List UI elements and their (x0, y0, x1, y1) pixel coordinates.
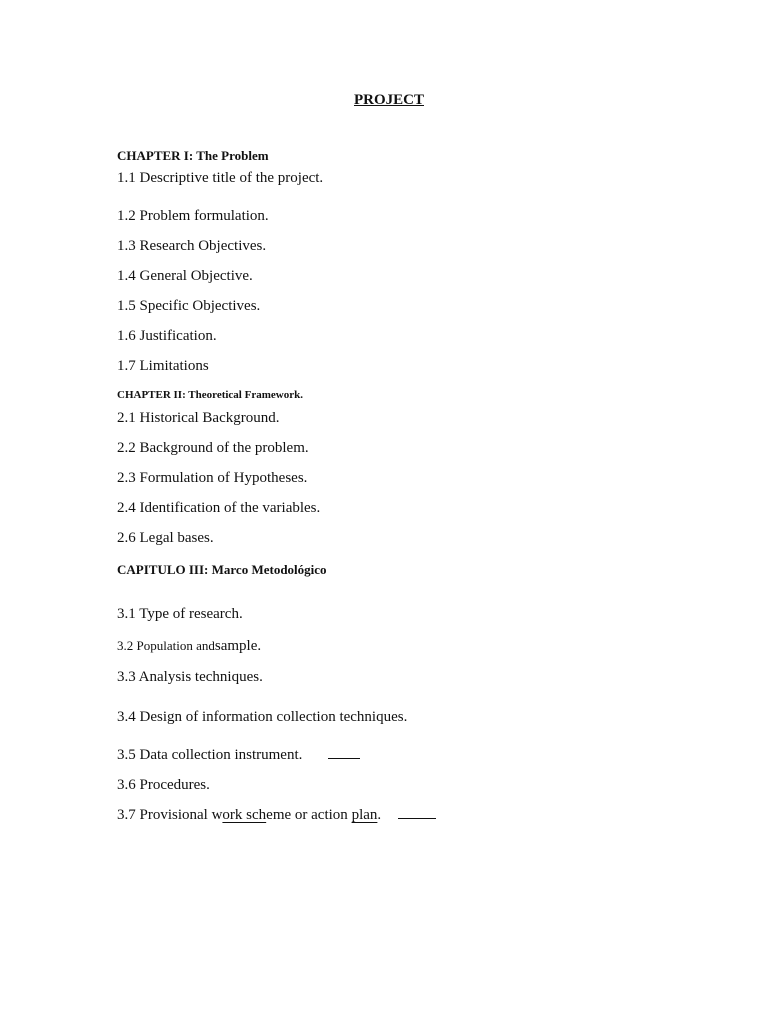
item-1-2: 1.2 Problem formulation. (117, 208, 269, 224)
item-2-3: 2.3 Formulation of Hypotheses. (117, 470, 308, 486)
item-3-6: 3.6 Procedures. (117, 777, 210, 793)
item-3-2-label: 3.2 Population and (117, 638, 215, 653)
item-3-7 (117, 807, 436, 824)
item-1-3: 1.3 Research Objectives. (117, 238, 267, 254)
item-1-5: 1.5 Specific Objectives. (117, 298, 261, 314)
item-3-7-part2: ork sch (222, 807, 267, 823)
blank-line (328, 757, 360, 759)
item-3-7-part3: eme or action (266, 807, 352, 823)
item-1-4: 1.4 General Objective. (117, 268, 253, 284)
item-2-2: 2.2 Background of the problem. (117, 440, 309, 456)
chapter-2-heading: CHAPTER II: Theoretical Framework. (117, 389, 303, 401)
item-3-1: 3.1 Type of research. (117, 606, 243, 622)
item-3-7-part1: 3.7 Provisional w (117, 807, 223, 823)
item-3-3: 3.3 Analysis techniques. (117, 669, 263, 685)
item-3-7-part4: plan (351, 807, 378, 823)
item-3-7-part5: . (377, 807, 382, 823)
item-3-5-label: 3.5 Data collection instrument. (117, 747, 303, 763)
item-2-1: 2.1 Historical Background. (117, 410, 280, 426)
item-3-2-tail: sample. (214, 638, 262, 654)
item-2-6: 2.6 Legal bases. (117, 530, 214, 546)
chapter-1-heading: CHAPTER I: The Problem (117, 148, 269, 163)
item-1-7: 1.7 Limitations (117, 358, 209, 374)
item-3-2 (117, 638, 261, 655)
chapter-3-heading: CAPITULO III: Marco Metodológico (117, 562, 327, 577)
item-3-5 (117, 747, 360, 764)
item-1-6: 1.6 Justification. (117, 328, 217, 344)
item-1-1: 1.1 Descriptive title of the project. (117, 170, 324, 186)
document-title: PROJECT (353, 92, 424, 108)
item-3-4: 3.4 Design of information collection techniques. (117, 709, 408, 725)
blank-line (398, 817, 436, 819)
item-2-4: 2.4 Identification of the variables. (117, 500, 321, 516)
